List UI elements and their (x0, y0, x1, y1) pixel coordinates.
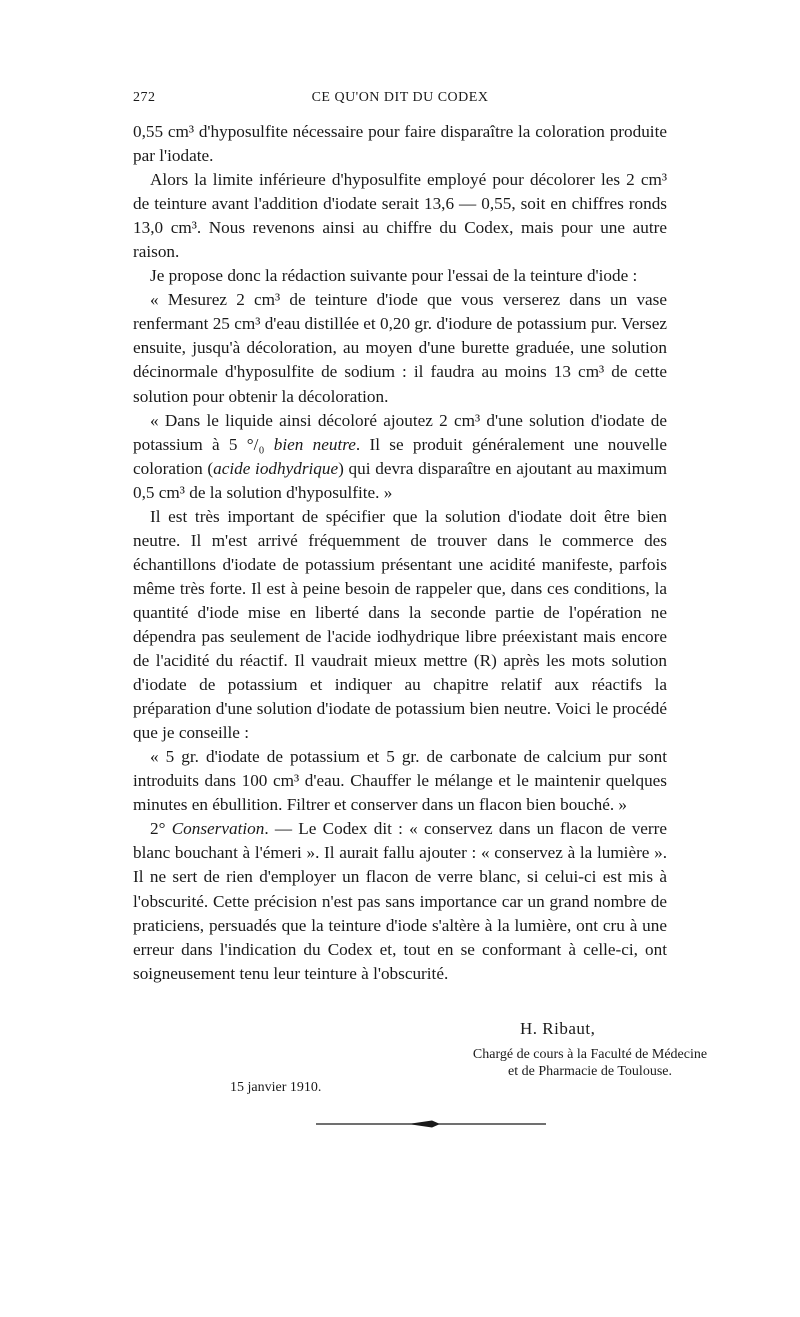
author-affiliation (400, 1046, 780, 1080)
date-line: 15 janvier 1910. (230, 1080, 322, 1095)
running-header (133, 90, 667, 112)
running-title: CE QU'ON DIT DU CODEX (311, 90, 489, 105)
section-heading-conservation: Conservation (171, 819, 265, 839)
end-ornament-rule (316, 1117, 546, 1131)
paragraph-5-text-e: ) qui devra disparaître en ajoutant au maximum 0,5 cm³ de la solution d'hyposulfite. » (133, 458, 668, 502)
paragraph-8-text: . — Le Codex dit : « conservez dans un flacon de verre blanc bouchant à l'émeri ». Il aurait fallu ajouter : « conservez à la lumière ». Il ne sert de rien d'employer un flacon de verre blanc, si celui-ci est mis à l'obscurité. Cette précision n'est pas sans importance car un grand nombre de praticiens, persuadés que la teinture d'iode s'altère à la lumière, ont cru à une erreur dans l'indication du Codex et, tout en se conformant à celle-ci, ont soigneusement tenu leur teinture à l'obscurité. (133, 819, 667, 983)
paragraph-4: « Mesurez 2 cm³ de teinture d'iode que vous verserez dans un vase renfermant 25 cm³ d'eau distillée et 0,20 gr. d'iodure de potassium pur. Versez ensuite, jusqu'à décoloration, au moyen d'une burette graduée, une solution décinormale d'hyposulfite de sodium : il faudra au moins 13 cm³ de cette solution pour obtenir la décoloration. (133, 290, 667, 406)
paragraph-5 (133, 409, 667, 505)
author-affiliation-line-1: Chargé de cours à la Faculté de Médecine (472, 1047, 708, 1062)
paragraph-8 (133, 817, 667, 985)
paragraph-3: Je propose donc la rédaction suivante pour l'essai de la teinture d'iode : (150, 266, 638, 286)
paragraph-5-text-c: . Il se produit généralement une nouvelle coloration ( (133, 434, 667, 478)
paragraph-6: Il est très important de spécifier que la solution d'iodate doit être bien neutre. Il m'est arrivé fréquemment de trouver dans le commerce des échantillons d'iodate de potassium présentant une acidité manifeste, parfois même très forte. Il est à peine besoin de rappeler que, dans ces conditions, la quantité d'iode mise en liberté dans la seconde partie de l'opération ne dépendra pas seulement de l'acide iodhydrique libre préexistant mais encore de l'acidité du réactif. Il vaudrait mieux mettre (R) après les mots solution d'iodate de potassium et indiquer au chapitre relatif aux réactifs la préparation d'une solution d'iodate de potassium bien neutre. Voici le procédé que je conseille : (133, 506, 667, 743)
paragraph-7: « 5 gr. d'iodate de potassium et 5 gr. de carbonate de calcium pur sont introduits dans 100 cm³ d'eau. Chauffer le mélange et le maintenir quelques minutes en ébullition. Filtrer et conserver dans un flacon bien bouché. » (133, 747, 667, 815)
page-number: 272 (133, 90, 156, 105)
paragraph-1: 0,55 cm³ d'hyposulfite nécessaire pour faire disparaître la coloration produite par l'iodate. (133, 122, 667, 166)
section-number: 2° (150, 819, 172, 839)
paragraph-5-text-a: « Dans le liquide ainsi décoloré ajoutez 2 cm³ d'une solution d'iodate de potassium à 5 °/₀ (133, 410, 667, 454)
emphasis-bien-neutre: bien neutre (273, 434, 356, 454)
author-name: H. Ribaut, (520, 1019, 596, 1038)
emphasis-acide-iodhydrique: acide iodhydrique (213, 458, 339, 478)
author-affiliation-line-2: et de Pharmacie de Toulouse. (508, 1064, 672, 1079)
body-text (133, 120, 667, 986)
paragraph-2: Alors la limite inférieure d'hyposulfite employé pour décolorer les 2 cm³ de teinture avant l'addition d'iodate serait 13,6 — 0,55, soit en chiffres ronds 13,0 cm³. Nous revenons ainsi au chiffre du Codex, mais pour une autre raison. (133, 170, 667, 262)
